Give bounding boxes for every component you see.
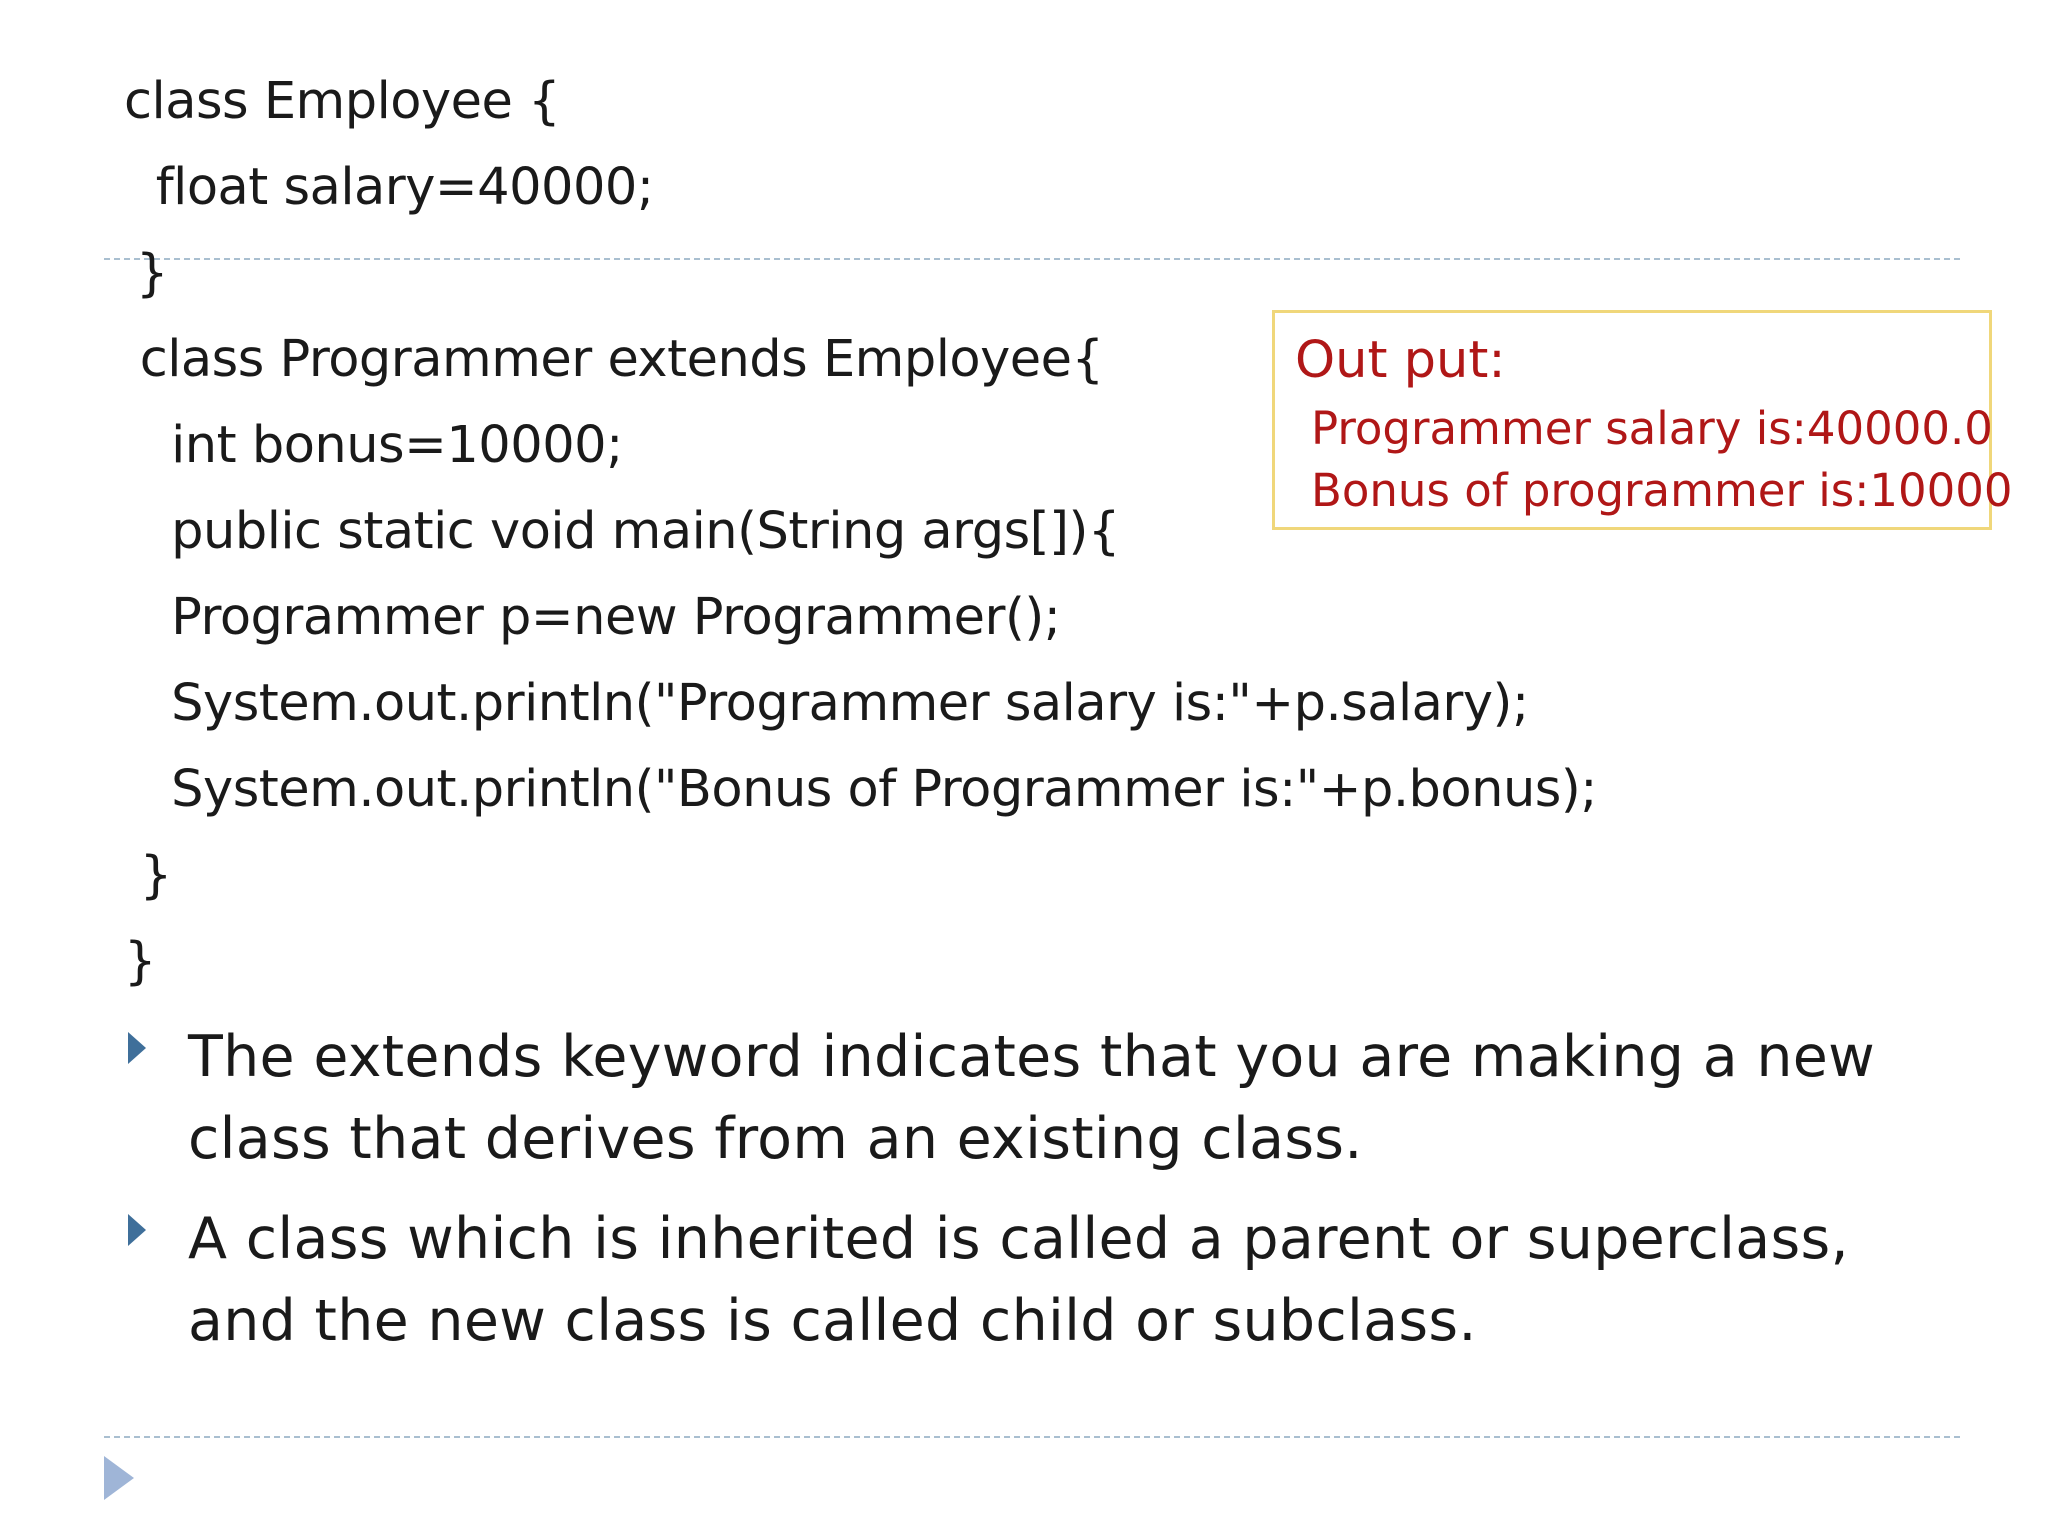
code-line: System.out.println("Bonus of Programmer is:"+p.bonus); [124,760,1597,819]
code-line: public static void main(String args[]){ [124,502,1120,561]
code-line: } [124,932,156,991]
bullet-text: The extends keyword indicates that you are making a new class that derives from an existing class. [188,1024,1876,1172]
bullet-icon [128,1214,146,1246]
code-line: } [124,846,172,905]
output-line: Programmer salary is:40000.0 [1311,402,1993,455]
code-line: System.out.println("Programmer salary is:"+p.salary); [124,674,1529,733]
bottom-divider [104,1436,1960,1438]
code-line: class Employee { [124,72,561,131]
output-box [1272,310,2013,530]
output-title: Out put: [1295,331,1506,390]
code-line: int bonus=10000; [124,416,623,475]
top-divider [104,258,1960,260]
bullet-icon [128,1032,146,1064]
output-line: Bonus of programmer is:10000 [1311,464,2013,517]
code-line: float salary=40000; [140,158,654,217]
bullet-text: A class which is inherited is called a parent or superclass, and the new class is called child or subclass. [188,1206,1849,1354]
code-line: class Programmer extends Employee{ [124,330,1104,389]
code-line: Programmer p=new Programmer(); [124,588,1061,647]
code-line: } [136,244,168,303]
next-slide-icon[interactable] [104,1456,134,1500]
